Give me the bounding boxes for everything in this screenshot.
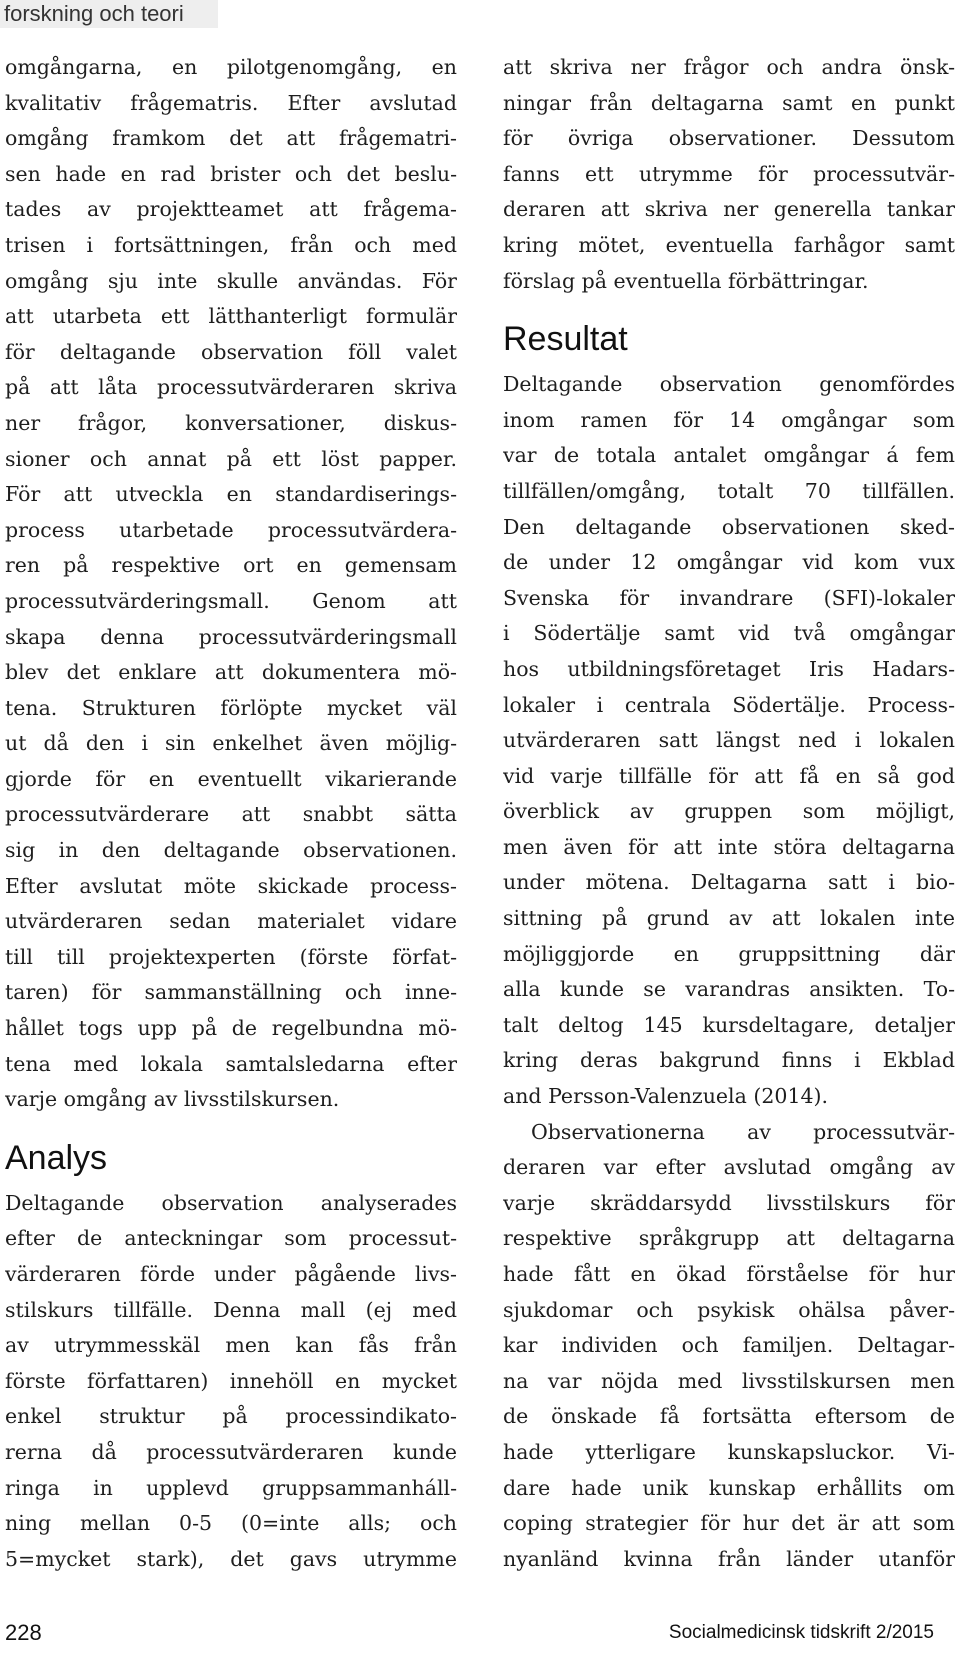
text-line: fanns ett utrymme för processutvär- (503, 161, 955, 186)
text-line: respektive språkgrupp att deltagarna (503, 1226, 955, 1251)
text-line: coping strategier för hur det är att som (503, 1511, 955, 1536)
text-line: lokaler i centrala Södertälje. Process- (503, 692, 955, 717)
text-line: ner frågor, konversationer, diskus- (5, 410, 457, 435)
right-paragraph-resultat (503, 367, 955, 1114)
page-number: 228 (5, 1620, 42, 1645)
text-line: kring deras bakgrund finns i Ekblad (503, 1048, 955, 1073)
text-line: 5=mycket stark), det gavs utrymme (5, 1546, 457, 1571)
text-line: förslag på eventuella förbättringar. (503, 268, 869, 293)
text-line: deraren var efter avslutad omgång av (503, 1155, 955, 1180)
text-line: värderaren förde under pågående livs- (5, 1262, 457, 1286)
text-line: kvalitativ frågematris. Efter avslutad (5, 90, 457, 115)
text-line: utvärderaren satt längst ned i lokalen (503, 728, 955, 753)
text-line: and Persson-Valenzuela (2014). (503, 1084, 829, 1109)
text-line: Svenska för invandrare (SFI)-lokaler (503, 585, 955, 610)
text-line: ning mellan 0-5 (0=inte alls; och (5, 1511, 457, 1536)
left-paragraph-1 (5, 50, 457, 1118)
text-line: tades av projektteamet att frågema- (5, 197, 457, 222)
text-line: var de totala antalet omgångar á fem (503, 443, 955, 468)
text-line: process utarbetade processutvärdera- (5, 517, 457, 542)
text-line: Deltagande observation analyserades (5, 1190, 457, 1215)
text-line: processutvärderare att snabbt sätta (5, 802, 457, 827)
text-line: omgång sju inte skulle användas. För (5, 268, 457, 293)
text-line: stilskurs tillfälle. Denna mall (ej med (5, 1297, 457, 1322)
text-line: för övriga observationer. Dessutom (503, 126, 955, 151)
text-line: taren) för sammanställning och inne- (5, 980, 457, 1005)
text-line: under mötena. Deltagarna satt i bio- (503, 870, 955, 895)
text-line: kar individen och familjen. Deltagar- (503, 1333, 955, 1358)
text-line: gjorde för en eventuellt vikarierande (5, 766, 457, 791)
left-column (5, 50, 457, 1577)
text-line: på att låta processutvärderaren skriva (5, 375, 457, 400)
text-line: För att utveckla en standardiserings- (5, 482, 457, 507)
text-line: att utarbeta ett lätthanterligt formulär (5, 304, 457, 329)
text-line: sittning på grund av att lokalen inte (503, 906, 955, 931)
text-line: förste författaren) innehöll en mycket (5, 1368, 457, 1393)
journal-name: Socialmedicinsk tidskrift 2/2015 (668, 1622, 934, 1643)
text-line: na var nöjda med livsstilskursen men (503, 1368, 955, 1393)
text-line: sjukdomar och psykisk ohälsa påver- (503, 1297, 955, 1322)
text-line: efter de anteckningar som processut- (5, 1226, 457, 1251)
text-line: Observationerna av processutvär- (531, 1119, 955, 1144)
text-line: varje omgång av livsstilskursen. (5, 1087, 340, 1112)
text-line: men även för att inte störa deltagarna (503, 834, 955, 859)
text-line: till till projektexperten (förste förfat- (5, 944, 457, 969)
text-line: hos utbildningsföretaget Iris Hadars- (503, 656, 955, 681)
text-line: ut då den i sin enkelhet även möjlig- (5, 731, 457, 756)
heading-analys: Analys (5, 1138, 108, 1177)
text-line: tillfällen/omgång, totalt 70 tillfällen. (503, 478, 955, 503)
text-line: sioner och annat på ett löst papper. (5, 446, 457, 471)
right-column (503, 50, 955, 1577)
text-line: dare hade unik kunskap erhållits om (503, 1475, 955, 1500)
text-line: Deltagande observation genomfördes (503, 372, 955, 397)
text-line: alla kunde se varandras ansikten. To- (503, 977, 955, 1002)
text-line: kring mötet, eventuella farhågor samt (503, 232, 955, 257)
text-line: hållet togs upp på de regelbundna mö- (5, 1016, 457, 1041)
text-line: inom ramen för 14 omgångar som (503, 407, 955, 432)
text-line: omgång framkom det att frågematri- (5, 126, 457, 151)
text-line: rerna då processutvärderaren kunde (5, 1439, 457, 1464)
text-line: hade fått en ökad förståelse för hur (503, 1262, 955, 1286)
right-paragraph-observations (503, 1115, 955, 1578)
text-line: enkel struktur på processindikato- (5, 1404, 457, 1429)
text-line: överblick av gruppen som möjligt, (503, 799, 955, 824)
left-paragraph-analys (5, 1186, 457, 1578)
text-line: Den deltagande observationen sked- (503, 514, 955, 539)
text-line: Efter avslutat möte skickade process- (5, 873, 457, 898)
text-line: sig in den deltagande observationen. (5, 838, 457, 863)
text-line: utvärderaren sedan materialet vidare (5, 909, 457, 934)
text-line: ringa in upplevd gruppsammanháll- (5, 1475, 457, 1500)
heading-resultat: Resultat (503, 320, 628, 359)
right-paragraph-1 (503, 50, 955, 299)
text-line: hade ytterligare kunskapsluckor. Vi- (503, 1439, 955, 1464)
text-line: nyanländ kvinna från länder utanför (503, 1546, 955, 1571)
text-line: för deltagande observation föll valet (5, 339, 457, 364)
text-line: ren på respektive ort en gemensam (5, 553, 457, 578)
text-line: omgångarna, en pilotgenomgång, en (5, 55, 457, 79)
text-line: vid varje tillfälle för att få en så god (503, 763, 955, 788)
text-line: av utrymmesskäl men kan fås från (5, 1333, 457, 1358)
text-line: tena. Strukturen förlöpte mycket väl (5, 695, 457, 720)
text-line: de under 12 omgångar vid kom vux (503, 550, 955, 575)
text-line: ningar från deltagarna samt en punkt (503, 90, 955, 115)
text-line: i Södertälje samt vid två omgångar (503, 621, 955, 646)
text-line: talt deltog 145 kursdeltagare, detaljer (503, 1012, 955, 1037)
text-line: tena med lokala samtalsledarna efter (5, 1051, 457, 1076)
text-line: sen hade en rad brister och det beslu- (5, 161, 457, 186)
text-line: trisen i fortsättningen, från och med (5, 232, 457, 257)
running-head: forskning och teori (0, 0, 218, 28)
text-line: skapa denna processutvärderingsmall (5, 624, 457, 649)
text-line: de önskade få fortsätta eftersom de (503, 1404, 955, 1429)
text-line: varje skräddarsydd livsstilskurs för (503, 1190, 955, 1215)
text-line: möjliggjorde en gruppsittning där (503, 941, 955, 966)
text-line: deraren att skriva ner generella tankar (503, 197, 955, 222)
text-line: processutvärderingsmall. Genom att (5, 588, 457, 613)
text-line: blev det enklare att dokumentera mö- (5, 660, 457, 685)
text-line: att skriva ner frågor och andra önsk- (503, 55, 955, 79)
